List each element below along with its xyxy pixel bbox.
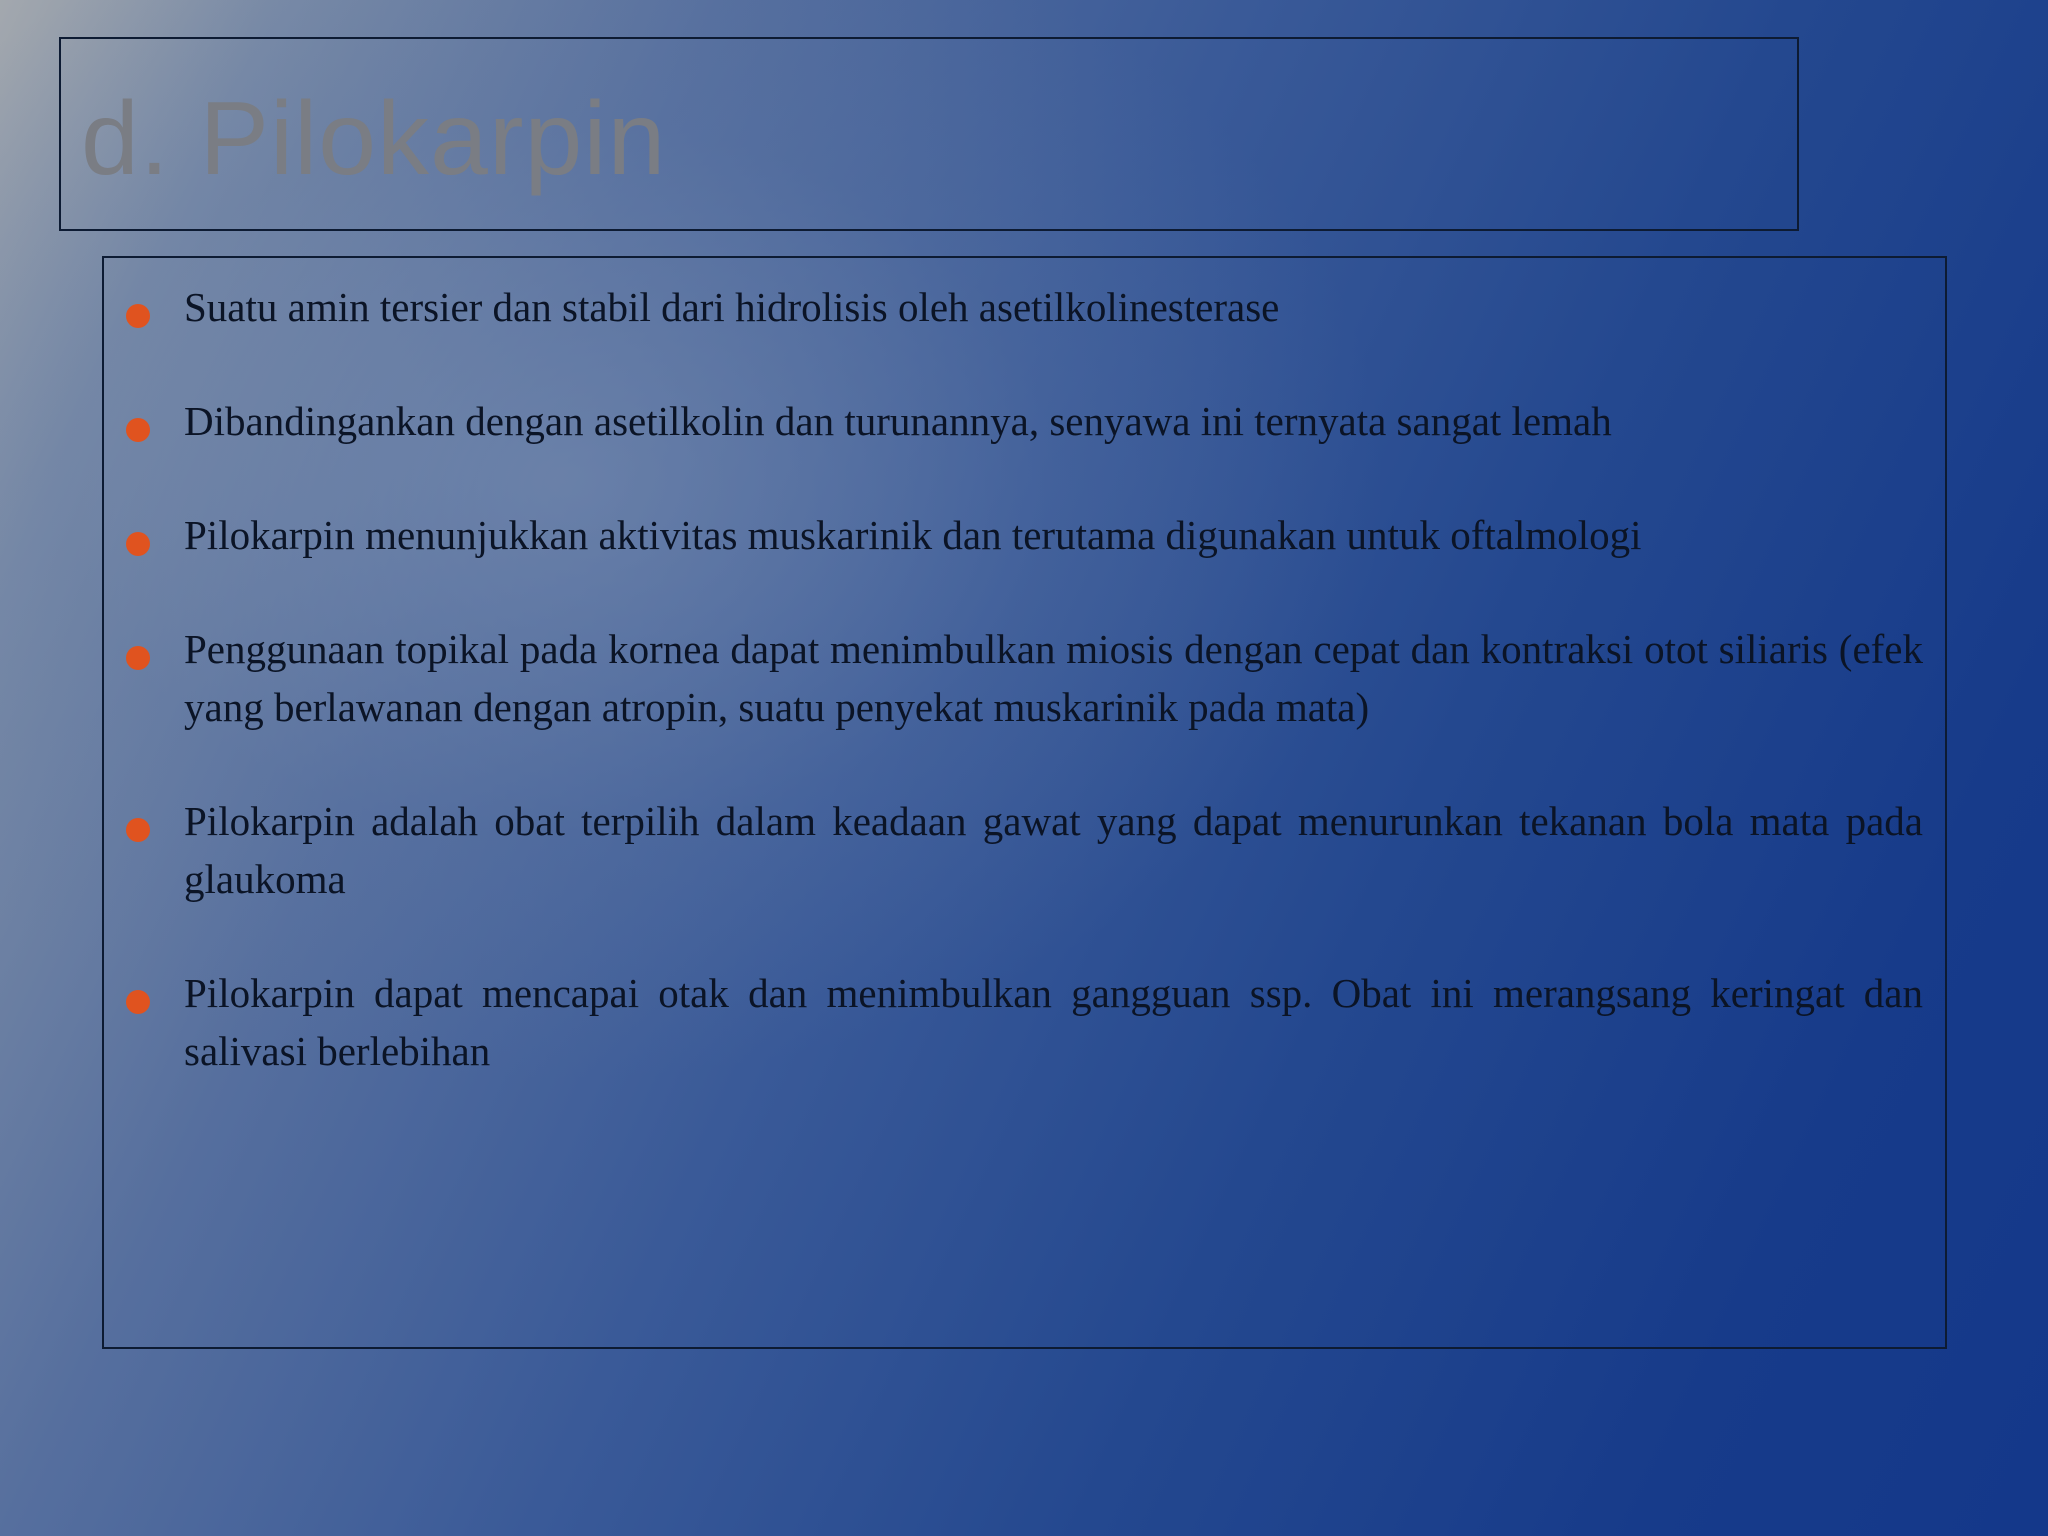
bullet-text: Penggunaan topikal pada kornea dapat menimbulkan miosis dengan cepat dan kontraksi otot siliaris (efek yang berlawanan dengan atropin, suatu penyekat muskarinik pada mata) bbox=[184, 626, 1923, 730]
bullet-dot-icon bbox=[126, 646, 150, 670]
bullet-text: Dibandingankan dengan asetilkolin dan turunannya, senyawa ini ternyata sangat lemah bbox=[184, 398, 1612, 444]
bullet-text: Pilokarpin dapat mencapai otak dan menimbulkan gangguan ssp. Obat ini merangsang keringat dan salivasi berlebihan bbox=[184, 970, 1923, 1074]
title-placeholder[interactable] bbox=[59, 37, 1799, 231]
bullet-item bbox=[104, 278, 1945, 336]
bullet-dot-icon bbox=[126, 532, 150, 556]
bullet-dot-icon bbox=[126, 818, 150, 842]
bullet-item bbox=[104, 792, 1945, 908]
content-placeholder[interactable] bbox=[102, 256, 1947, 1349]
bullet-dot-icon bbox=[126, 990, 150, 1014]
bullet-dot-icon bbox=[126, 418, 150, 442]
bullet-item bbox=[104, 964, 1945, 1080]
bullet-list bbox=[104, 278, 1945, 1136]
bullet-text: Pilokarpin adalah obat terpilih dalam keadaan gawat yang dapat menurunkan tekanan bola mata pada glaukoma bbox=[184, 798, 1923, 902]
bullet-dot-icon bbox=[126, 304, 150, 328]
bullet-item bbox=[104, 506, 1945, 564]
bullet-item bbox=[104, 392, 1945, 450]
bullet-text: Pilokarpin menunjukkan aktivitas muskarinik dan terutama digunakan untuk oftalmologi bbox=[184, 512, 1642, 558]
bullet-item bbox=[104, 620, 1945, 736]
slide-title: d. Pilokarpin bbox=[81, 81, 667, 197]
bullet-text: Suatu amin tersier dan stabil dari hidrolisis oleh asetilkolinesterase bbox=[184, 284, 1280, 330]
